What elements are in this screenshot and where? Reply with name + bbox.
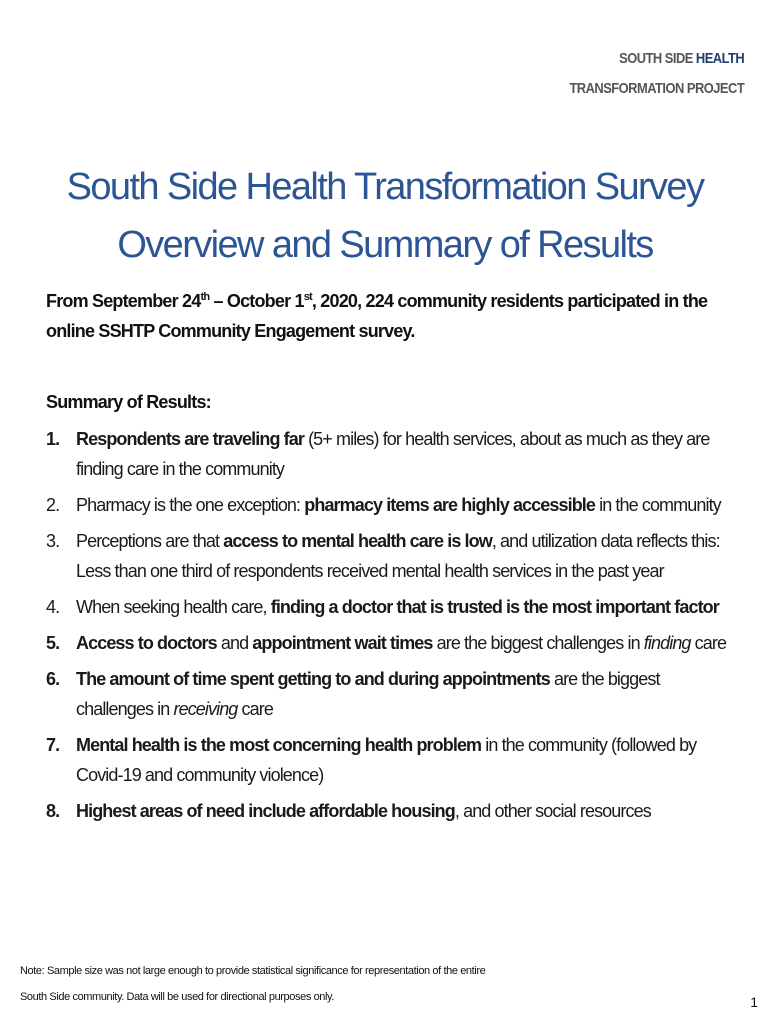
item-italic-text: receiving — [173, 699, 238, 719]
item-text: Perceptions are that — [76, 531, 224, 551]
item-number: 8. — [46, 801, 60, 821]
item-text: (5+ miles) for health services, about as much as they are finding care in the community — [76, 429, 710, 479]
item-text: are the biggest challenges in — [432, 633, 644, 653]
title-line-1: South Side Health Transformation Survey — [66, 166, 704, 208]
intro-text: , 2020, 224 community residents participated in the online SSHTP Community Engagement survey. — [46, 291, 708, 341]
list-item — [46, 664, 736, 724]
intro-text: – October 1 — [209, 291, 304, 311]
item-number: 4. — [46, 597, 60, 617]
brand-line-1 — [569, 44, 744, 74]
item-text: are the biggest challenges in — [76, 669, 660, 719]
item-number: 6. — [46, 669, 60, 689]
list-item — [46, 424, 736, 484]
item-bold-text: finding a doctor that is trusted is the most important factor — [270, 597, 719, 617]
header-brand — [569, 44, 744, 104]
item-text: , and utilization data reflects this: Less than one third of respondents received mental health services in the past year — [76, 531, 720, 581]
item-text: in the community — [595, 495, 721, 515]
item-number: 3. — [46, 531, 60, 551]
intro-text: From September 24 — [46, 291, 201, 311]
item-number: 1. — [46, 429, 60, 449]
item-bold-text: Mental health is the most concerning health problem — [76, 735, 482, 755]
item-bold-text: The amount of time spent getting to and during appointments — [76, 669, 550, 689]
item-text: When seeking health care, — [76, 597, 271, 617]
list-item — [46, 526, 736, 586]
title-line-2: Overview and Summary of Results — [117, 224, 653, 266]
results-list — [46, 424, 736, 832]
item-text: in the community (followed by Covid-19 and community violence) — [76, 735, 697, 785]
item-italic-text: finding — [643, 633, 691, 653]
item-bold-text: appointment wait times — [252, 633, 433, 653]
item-text: and — [216, 633, 253, 653]
list-item — [46, 490, 736, 520]
page-number: 1 — [750, 994, 758, 1010]
list-item — [46, 796, 736, 826]
list-item — [46, 730, 736, 790]
brand-text: SOUTH SIDE — [618, 50, 696, 67]
intro-superscript: th — [200, 291, 210, 303]
list-item — [46, 628, 736, 658]
item-text: care — [237, 699, 273, 719]
item-text: care — [690, 633, 727, 653]
item-number: 2. — [46, 495, 60, 515]
brand-accent-text: HEALTH — [695, 50, 744, 67]
item-text: , and other social resources — [454, 801, 651, 821]
item-text: Pharmacy is the one exception: — [76, 495, 305, 515]
footnote: Note: Sample size was not large enough to provide statistical significance for representation of the entire South Side community. Data will be used for directional purposes only. — [20, 965, 486, 1003]
brand-line-2: TRANSFORMATION PROJECT — [569, 80, 744, 97]
page-title — [0, 158, 770, 274]
item-number: 5. — [46, 633, 60, 653]
summary-heading: Summary of Results: — [46, 392, 211, 412]
item-bold-text: Highest areas of need include affordable housing — [76, 801, 455, 821]
intro-superscript: st — [303, 291, 312, 303]
item-bold-text: Access to doctors — [76, 633, 217, 653]
item-bold-text: Respondents are traveling far — [76, 429, 304, 449]
item-bold-text: access to mental health care is low — [223, 531, 492, 551]
item-bold-text: pharmacy items are highly accessible — [304, 495, 596, 515]
intro-paragraph — [46, 286, 746, 346]
list-item — [46, 592, 736, 622]
item-number: 7. — [46, 735, 60, 755]
